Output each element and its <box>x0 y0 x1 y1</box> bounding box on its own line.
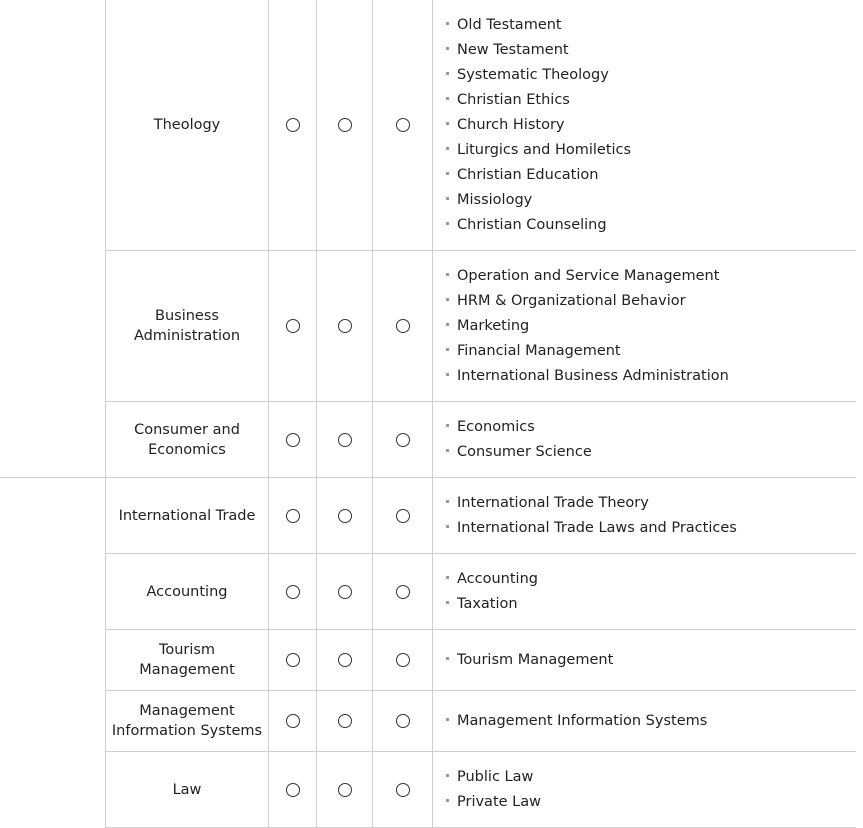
circle-mark-icon <box>338 319 352 333</box>
circle-mark-icon <box>396 118 410 132</box>
subject-label: Management Information Systems <box>457 712 708 729</box>
bullet-icon <box>446 718 449 721</box>
bullet-icon <box>446 657 449 660</box>
list-item <box>446 592 538 617</box>
major-name-cell <box>106 0 268 250</box>
bullet-icon <box>446 348 449 351</box>
table-row <box>106 691 856 751</box>
circle-mark-icon <box>396 653 410 667</box>
bullet-icon <box>446 525 449 528</box>
list-item <box>446 364 729 389</box>
circle-mark-icon <box>338 433 352 447</box>
bullet-icon <box>446 122 449 125</box>
list-item <box>446 163 631 188</box>
major-name: Accounting <box>146 583 228 600</box>
list-item <box>446 88 631 113</box>
subject-label: Systematic Theology <box>457 66 609 83</box>
subject-label: Operation and Service Management <box>457 267 720 284</box>
major-name: International Trade <box>118 507 256 524</box>
circle-mark-icon <box>286 319 300 333</box>
bullet-icon <box>446 500 449 503</box>
list-item <box>446 765 541 790</box>
list-item <box>446 63 631 88</box>
circle-mark-icon <box>396 585 410 599</box>
subject-list <box>446 630 613 690</box>
list-item <box>446 415 592 440</box>
bullet-icon <box>446 601 449 604</box>
table-row <box>106 554 856 629</box>
table-row <box>106 630 856 690</box>
circle-mark-icon <box>286 585 300 599</box>
list-item <box>446 709 707 734</box>
circle-mark-icon <box>396 433 410 447</box>
subject-list <box>446 691 707 751</box>
bullet-icon <box>446 147 449 150</box>
table-row <box>106 251 856 401</box>
circle-mark-icon <box>286 433 300 447</box>
circle-mark-icon <box>338 653 352 667</box>
bullet-icon <box>446 222 449 225</box>
list-item <box>446 138 631 163</box>
table-row <box>106 0 856 250</box>
bullet-icon <box>446 774 449 777</box>
subject-label: Private Law <box>457 793 541 810</box>
major-name: Tourism Management <box>139 642 235 678</box>
list-item <box>446 264 729 289</box>
major-name-cell <box>106 691 268 751</box>
list-item <box>446 567 538 592</box>
subject-label: Marketing <box>457 317 530 334</box>
bullet-icon <box>446 323 449 326</box>
circle-mark-icon <box>396 509 410 523</box>
major-name-cell <box>106 478 268 553</box>
subject-label: International Trade Laws and Practices <box>457 519 737 536</box>
subject-list <box>446 554 538 629</box>
subject-label: Economics <box>457 418 535 435</box>
subject-label: Liturgics and Homiletics <box>457 141 632 158</box>
bullet-icon <box>446 22 449 25</box>
circle-mark-icon <box>286 783 300 797</box>
circle-mark-icon <box>338 714 352 728</box>
subject-label: Old Testament <box>457 16 562 33</box>
major-name: Law <box>172 781 202 798</box>
list-item <box>446 790 541 815</box>
subject-label: Financial Management <box>457 342 621 359</box>
bullet-icon <box>446 449 449 452</box>
bullet-icon <box>446 197 449 200</box>
table-row <box>106 752 856 827</box>
list-item <box>446 38 631 63</box>
circle-mark-icon <box>338 118 352 132</box>
bullet-icon <box>446 424 449 427</box>
subject-label: Church History <box>457 116 565 133</box>
circle-mark-icon <box>286 509 300 523</box>
circle-mark-icon <box>396 319 410 333</box>
list-item <box>446 440 592 465</box>
subject-label: Public Law <box>457 768 534 785</box>
bullet-icon <box>446 172 449 175</box>
subject-label: Taxation <box>457 595 518 612</box>
subject-list <box>446 402 592 477</box>
subject-label: Christian Education <box>457 166 599 183</box>
subject-list <box>446 752 541 827</box>
list-item <box>446 339 729 364</box>
list-item <box>446 516 737 541</box>
bullet-icon <box>446 799 449 802</box>
major-name-cell <box>106 402 268 477</box>
major-name: Management Information Systems <box>111 703 263 739</box>
bullet-icon <box>446 72 449 75</box>
circle-mark-icon <box>338 585 352 599</box>
bullet-icon <box>446 298 449 301</box>
circle-mark-icon <box>396 783 410 797</box>
subject-label: New Testament <box>457 41 569 58</box>
list-item <box>446 13 631 38</box>
bullet-icon <box>446 47 449 50</box>
subject-label: HRM & Organizational Behavior <box>457 292 686 309</box>
subject-label: Accounting <box>457 570 538 587</box>
circle-mark-icon <box>286 653 300 667</box>
subject-label: International Business Administration <box>457 367 729 384</box>
subject-list <box>446 478 737 553</box>
major-name: Business Administration <box>133 308 241 344</box>
circle-mark-icon <box>286 714 300 728</box>
subject-list <box>446 251 729 401</box>
major-name-cell <box>106 251 268 401</box>
table-row <box>106 402 856 477</box>
subject-label: International Trade Theory <box>457 494 649 511</box>
major-name: Theology <box>153 117 221 133</box>
subject-label: Tourism Management <box>457 651 614 668</box>
major-name-cell <box>106 554 268 629</box>
subject-label: Missiology <box>457 191 533 208</box>
circle-mark-icon <box>338 509 352 523</box>
list-item <box>446 491 737 516</box>
list-item <box>446 113 631 138</box>
subject-list <box>446 0 631 250</box>
list-item <box>446 314 729 339</box>
major-name-cell <box>106 630 268 690</box>
list-item <box>446 188 631 213</box>
major-name-cell <box>106 752 268 827</box>
subject-label: Christian Counseling <box>457 216 607 233</box>
circle-mark-icon <box>396 714 410 728</box>
circle-mark-icon <box>338 783 352 797</box>
subject-label: Consumer Science <box>457 443 592 460</box>
circle-mark-icon <box>286 118 300 132</box>
list-item <box>446 213 631 238</box>
table-row <box>106 478 856 553</box>
list-item <box>446 289 729 314</box>
bullet-icon <box>446 273 449 276</box>
bullet-icon <box>446 576 449 579</box>
bullet-icon <box>446 97 449 100</box>
major-name: Consumer and Economics <box>134 421 240 458</box>
list-item <box>446 648 613 673</box>
subject-label: Christian Ethics <box>457 91 570 108</box>
bullet-icon <box>446 373 449 376</box>
